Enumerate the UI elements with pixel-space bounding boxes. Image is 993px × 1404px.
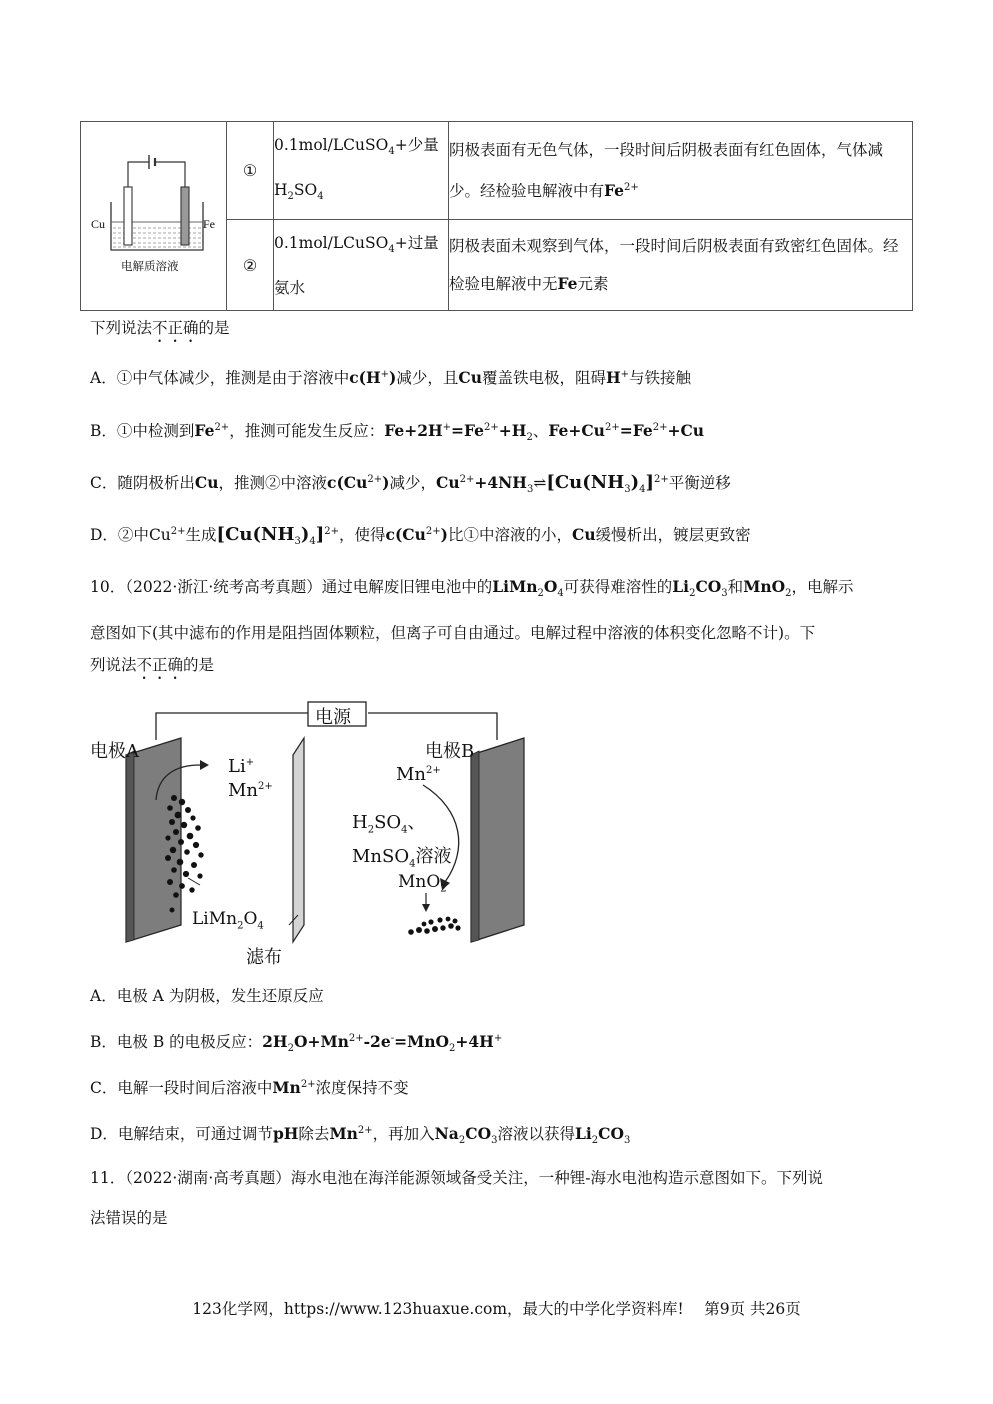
superscript: - xyxy=(390,1032,395,1044)
option-text: D．电解结束，可通过调节 xyxy=(90,1125,273,1143)
apparatus-cell xyxy=(81,122,227,311)
formula: [Cu(NH xyxy=(546,472,625,493)
subscript: 4 xyxy=(557,588,564,600)
stem-text: 的是 xyxy=(198,319,230,337)
stem-text: 和 xyxy=(727,578,744,596)
superscript: + xyxy=(493,1032,503,1044)
formula: LiMn xyxy=(492,577,538,596)
subscript: 4 xyxy=(257,920,264,932)
observation-cell xyxy=(449,122,913,220)
option-text: A．①中气体减少，推测是由于溶液中 xyxy=(90,369,350,387)
subscript: 4 xyxy=(388,145,395,157)
q9-option-b xyxy=(90,419,704,443)
formula: Cu xyxy=(148,526,171,544)
stem-text: 10．（2022·浙江·统考高考真题）通过电解废旧锂电池中的 xyxy=(90,578,493,596)
formula: MnSO xyxy=(352,845,410,867)
formula: =Fe xyxy=(451,421,485,440)
subscript: 3 xyxy=(526,484,534,496)
superscript: 2+ xyxy=(357,1124,373,1136)
condition-cell xyxy=(274,220,449,311)
mn-ion-label-a xyxy=(228,780,273,801)
electrolysis-diagram xyxy=(88,700,538,975)
option-text: 减少， xyxy=(389,474,436,492)
option-text: B．①中检测到 xyxy=(90,422,195,440)
option-text: C．电解一段时间后溶液中 xyxy=(90,1079,273,1097)
subscript: 3 xyxy=(721,588,728,600)
superscript: 2+ xyxy=(258,781,273,792)
superscript: 2+ xyxy=(367,473,383,485)
formula: CO xyxy=(598,1124,624,1143)
q10-option-b xyxy=(90,1030,502,1054)
observation-cell xyxy=(449,220,913,311)
subscript: 3 xyxy=(624,484,631,496)
formula: Li xyxy=(574,1124,592,1143)
subscript: 4 xyxy=(401,824,408,836)
subscript: 2 xyxy=(458,1135,466,1147)
subscript: 4 xyxy=(388,243,395,255)
superscript: + xyxy=(245,757,255,768)
formula: 、 xyxy=(407,812,426,833)
superscript: 2+ xyxy=(426,765,441,776)
option-text: 减少，且 xyxy=(396,369,459,387)
subscript: 2 xyxy=(537,588,544,600)
mn-ion-label-b xyxy=(396,764,441,785)
formula: =Fe xyxy=(619,421,653,440)
formula: Fe+Cu xyxy=(548,421,605,440)
q11-stem-line-2: 法错误的是 xyxy=(90,1209,168,1227)
subscript: 2 xyxy=(287,190,294,202)
option-text: ，使得 xyxy=(339,526,386,544)
condition-text: H xyxy=(274,180,288,199)
superscript: 2+ xyxy=(300,1078,316,1090)
table-row xyxy=(81,122,913,220)
q9-option-d xyxy=(90,523,751,547)
solution-label xyxy=(352,810,452,877)
formula: ) xyxy=(382,473,390,492)
subscript: 2 xyxy=(287,1043,294,1055)
subscript: 2 xyxy=(367,824,375,836)
formula: MnO xyxy=(398,872,441,892)
condition-text: 0.1mol/LCuSO xyxy=(274,135,389,154)
q10-stem-line-1 xyxy=(90,575,854,599)
q10-option-c xyxy=(90,1076,409,1098)
formula: =MnO xyxy=(394,1032,450,1051)
stem-text: 列说法 xyxy=(90,656,137,674)
formula: pH xyxy=(272,1124,299,1143)
stem-text: ，电解示 xyxy=(791,578,854,596)
emphasized-text: 不正确 xyxy=(152,319,199,337)
option-text: 缓慢析出，镀层更致密 xyxy=(595,526,751,544)
page-footer: 123化学网，https://www.123huaxue.com，最大的中学化学资料库! 第9页 共26页 xyxy=(192,1300,801,1318)
apparatus-caption: 电解质溶液 xyxy=(121,259,179,273)
formula: Cu xyxy=(572,525,596,544)
formula: CO xyxy=(695,577,722,596)
formula: Na xyxy=(434,1124,459,1143)
ion-symbol: Mn xyxy=(396,764,427,785)
formula: +4H xyxy=(455,1032,494,1051)
q11-stem-line-1: 11．（2022·湖南·高考真题）海水电池在海洋能源领域备受关注，一种锂-海水电池构造示意图如下。下列说 xyxy=(90,1169,824,1187)
formula: ) xyxy=(300,524,310,545)
row-number: ① xyxy=(227,122,274,220)
electrode-b-label: 电极B xyxy=(425,741,475,762)
formula: Cu xyxy=(458,368,482,387)
limn2o4-label xyxy=(192,909,264,931)
formula: ] xyxy=(645,472,655,493)
power-source-label: 电源 xyxy=(315,707,351,728)
q9-option-c xyxy=(90,471,731,495)
option-text: 与铁接触 xyxy=(629,369,692,387)
q9-option-a xyxy=(90,366,691,388)
formula: +H xyxy=(498,421,527,440)
superscript: 2+ xyxy=(459,473,475,485)
formula: Fe xyxy=(194,421,215,440)
fe-electrode-label: Fe xyxy=(203,217,215,231)
formula: +4NH xyxy=(474,473,527,492)
formula: Fe+2H xyxy=(384,421,443,440)
subscript: 2 xyxy=(440,883,447,895)
subscript: 3 xyxy=(294,536,301,548)
formula: ) xyxy=(630,472,640,493)
observation-text: 阴极表面未观察到气体，一段时间后阴极表面有致密红色固体。经检验电解液中无 xyxy=(449,237,899,294)
formula: CO xyxy=(465,1124,492,1143)
q10-option-d xyxy=(90,1122,630,1146)
subscript: 2 xyxy=(591,1135,599,1147)
superscript: 2+ xyxy=(324,525,340,537)
electrode-a-label: 电极A xyxy=(90,741,139,762)
formula: Li xyxy=(672,577,690,596)
option-text: 浓度保持不变 xyxy=(315,1079,409,1097)
q10-option-a: A．电极 A 为阴极，发生还原反应 xyxy=(90,987,324,1005)
option-text: D．②中 xyxy=(90,526,149,544)
subscript: 2 xyxy=(449,1043,456,1055)
formula: LiMn xyxy=(192,909,238,929)
condition-text: +少量 xyxy=(394,135,439,154)
experiment-table xyxy=(80,121,913,311)
subscript: 4 xyxy=(309,536,316,548)
formula: Cu xyxy=(436,473,460,492)
condition-text: SO xyxy=(293,180,318,199)
subscript: 2 xyxy=(689,588,696,600)
li-ion-label xyxy=(228,756,254,777)
q10-stem-line-2: 意图如下(其中滤布的作用是阻挡固体颗粒，但离子可自由通过。电解过程中溶液的体积变化忽略不计)。下 xyxy=(90,624,816,642)
formula: Fe xyxy=(557,274,578,294)
superscript: 2+ xyxy=(624,182,639,194)
formula: Mn xyxy=(329,1124,358,1143)
formula: Mn xyxy=(272,1078,301,1097)
formula: SO xyxy=(374,812,402,833)
formula: c(Cu xyxy=(385,525,426,544)
option-text: 生成 xyxy=(185,526,217,544)
option-text: ，再加入 xyxy=(372,1125,435,1143)
condition-text: +过量 xyxy=(394,233,439,252)
formula: [Cu(NH xyxy=(216,524,295,545)
emphasized-text: 不正确 xyxy=(136,656,184,674)
subscript: 4 xyxy=(639,484,646,496)
superscript: 2+ xyxy=(425,525,441,537)
subscript: 2 xyxy=(526,432,533,444)
option-text: ，推测可能发生反应： xyxy=(229,422,385,440)
superscript: 2+ xyxy=(170,525,186,537)
formula: Fe xyxy=(604,181,625,201)
superscript: 2+ xyxy=(654,473,669,485)
subscript: 2 xyxy=(785,588,792,600)
option-text: 覆盖铁电极，阻碍 xyxy=(481,369,606,387)
ion-symbol: Mn xyxy=(228,780,259,801)
observation-text: 阴极表面有无色气体，一段时间后阴极表面有红色固体，气体减少。经检验电解液中有 xyxy=(449,141,884,201)
filter-cloth-label: 滤布 xyxy=(246,947,282,968)
option-text: C．随阴极析出 xyxy=(90,474,195,492)
option-text: 、 xyxy=(532,422,549,440)
superscript: 2+ xyxy=(652,421,668,433)
condition-cell xyxy=(274,122,449,220)
condition-text: 氨水 xyxy=(274,278,306,297)
formula: c(H xyxy=(349,368,381,387)
formula: MnO xyxy=(743,577,786,596)
subscript: 2 xyxy=(237,920,244,932)
formula: 溶液 xyxy=(415,845,452,867)
ion-symbol: Li xyxy=(228,756,246,777)
formula: O+Mn xyxy=(293,1032,349,1051)
superscript: + xyxy=(620,368,630,380)
formula: +Cu xyxy=(667,421,705,440)
stem-text: 下列说法 xyxy=(90,319,153,337)
option-text: ，推测②中溶液 xyxy=(218,474,327,492)
formula: O xyxy=(243,909,258,929)
mno2-label xyxy=(398,872,447,894)
cu-electrode-label: Cu xyxy=(91,217,106,231)
formula: H xyxy=(606,368,621,387)
formula: ] xyxy=(315,524,325,545)
stem-text: 的是 xyxy=(183,656,215,674)
formula: ) xyxy=(389,368,397,387)
formula: O xyxy=(543,577,558,596)
superscript: 2+ xyxy=(604,421,620,433)
formula: 2H xyxy=(262,1032,288,1051)
formula: Cu xyxy=(194,473,219,492)
formula: H xyxy=(352,812,368,833)
superscript: 2+ xyxy=(348,1032,364,1044)
q10-stem-line-3 xyxy=(90,653,214,683)
formula: c(Cu xyxy=(327,473,368,492)
option-text: 平衡逆移 xyxy=(668,474,731,492)
subscript: 4 xyxy=(317,190,324,202)
condition-text: 0.1mol/LCuSO xyxy=(274,233,389,252)
option-text: 比①中溶液的小， xyxy=(448,526,573,544)
superscript: 2+ xyxy=(484,421,499,433)
superscript: + xyxy=(442,421,452,433)
observation-text: 元素 xyxy=(577,275,609,294)
subscript: 3 xyxy=(491,1135,498,1147)
equilibrium-arrow: ⇌ xyxy=(533,474,547,492)
formula: ) xyxy=(440,525,449,544)
superscript: + xyxy=(380,368,390,380)
subscript: 4 xyxy=(409,858,416,870)
stem-text: 可获得难溶性的 xyxy=(563,578,673,596)
option-text: B．电极 B 的电极反应： xyxy=(90,1033,263,1051)
option-text: 溶液以获得 xyxy=(497,1125,575,1143)
option-text: 除去 xyxy=(298,1125,330,1143)
formula: -2e xyxy=(363,1032,391,1051)
q9-stem xyxy=(90,316,230,346)
superscript: 2+ xyxy=(214,421,230,433)
electrolysis-apparatus-diagram xyxy=(81,122,226,310)
row-number: ② xyxy=(227,220,274,311)
subscript: 3 xyxy=(623,1135,631,1147)
